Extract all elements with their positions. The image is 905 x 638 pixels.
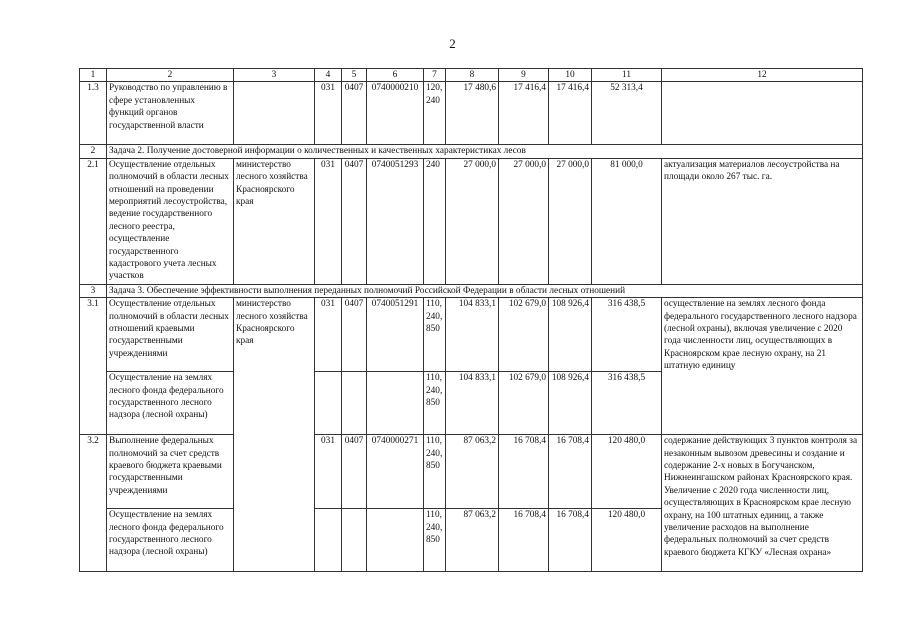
header-cell: 11: [592, 69, 662, 82]
header-cell: 12: [662, 69, 863, 82]
header-cell: 8: [446, 69, 499, 82]
header-cell: 3: [234, 69, 315, 82]
section-code: 0407: [342, 158, 367, 284]
row-number: 3.2: [80, 435, 107, 572]
expense-type: 110, 240, 850: [424, 372, 446, 435]
expected-result: осуществление на землях лесного фонда федерального государственного лесного надзора (лесной охраны), включая увеличение с 2020 года численности лиц, осуществляющих в Красноярском крае лесную охрану, на 21 штатную единицу: [662, 298, 863, 435]
activity-name: Осуществление на землях лесного фонда федерального государственного лесного надзора (лесной охраны): [107, 509, 234, 572]
expense-type: 120, 240: [424, 82, 446, 145]
task-row: [80, 284, 863, 297]
executor: [234, 82, 315, 145]
amount-year-1: 104 833,1: [446, 372, 499, 435]
task-title: Задача 2. Получение достоверной информации о количественных и качественных характеристиках лесов: [107, 145, 863, 158]
activity-name: Осуществление на землях лесного фонда федерального государственного лесного надзора (лесной охраны): [107, 372, 234, 435]
expected-result: [662, 82, 863, 145]
section-code: [342, 509, 367, 572]
header-cell: 1: [80, 69, 107, 82]
target-code: [367, 509, 424, 572]
amount-year-1: 87 063,2: [446, 509, 499, 572]
header-cell: 5: [342, 69, 367, 82]
row-number: 3.1: [80, 298, 107, 435]
amount-total: 52 313,4: [592, 82, 662, 145]
header-cell: 10: [549, 69, 592, 82]
row-number: 1.3: [80, 82, 107, 145]
amount-year-3: 108 926,4: [549, 298, 592, 372]
amount-year-3: 108 926,4: [549, 372, 592, 435]
activity-name: Осуществление отдельных полномочий в области лесных отношений на проведении мероприятий лесоустройства, ведение государственного лесного реестра, осуществление государственного кадастрового учета лесных участков: [107, 158, 234, 284]
amount-year-2: 27 000,0: [499, 158, 549, 284]
activity-name: Выполнение федеральных полномочий за счет средств краевого бюджета краевыми государственными учреждениями: [107, 435, 234, 509]
executor: министерство лесного хозяйства Красноярского края: [234, 158, 315, 284]
amount-total: 81 000,0: [592, 158, 662, 284]
amount-year-2: 16 708,4: [499, 435, 549, 509]
header-cell: 4: [315, 69, 342, 82]
amount-year-2: 102 679,0: [499, 298, 549, 372]
amount-year-1: 27 000,0: [446, 158, 499, 284]
header-cell: 2: [107, 69, 234, 82]
table-row: [80, 82, 863, 145]
expense-type: 110, 240, 850: [424, 435, 446, 509]
grbs-code: 031: [315, 435, 342, 509]
page-number: 2: [449, 36, 456, 51]
target-code: 0740051293: [367, 158, 424, 284]
row-number: 2.1: [80, 158, 107, 284]
table-row: [80, 298, 863, 372]
amount-year-3: 27 000,0: [549, 158, 592, 284]
amount-total: 316 438,5: [592, 298, 662, 372]
task-number: 2: [80, 145, 107, 158]
target-code: 0740000271: [367, 435, 424, 509]
expected-result: актуализация материалов лесоустройства на площади около 267 тыс. га.: [662, 158, 863, 284]
section-code: 0407: [342, 298, 367, 372]
target-code: 0740000210: [367, 82, 424, 145]
task-row: [80, 145, 863, 158]
task-number: 3: [80, 284, 107, 297]
amount-total: 120 480,0: [592, 435, 662, 509]
amount-year-3: 17 416,4: [549, 82, 592, 145]
grbs-code: [315, 372, 342, 435]
header-cell: 9: [499, 69, 549, 82]
activity-name: Осуществление отдельных полномочий в области лесных отношений краевыми государственными учреждениями: [107, 298, 234, 372]
grbs-code: 031: [315, 158, 342, 284]
expense-type: 110, 240, 850: [424, 298, 446, 372]
amount-year-2: 102 679,0: [499, 372, 549, 435]
amount-total: 120 480,0: [592, 509, 662, 572]
section-code: 0407: [342, 82, 367, 145]
table-row: [80, 158, 863, 284]
grbs-code: [315, 509, 342, 572]
grbs-code: 031: [315, 82, 342, 145]
amount-year-1: 17 480,6: [446, 82, 499, 145]
target-code: 0740051291: [367, 298, 424, 372]
target-code: [367, 372, 424, 435]
section-code: 0407: [342, 435, 367, 509]
section-code: [342, 372, 367, 435]
task-title: Задача 3. Обеспечение эффективности выполнения переданных полномочий Российской Федерации в области лесных отношений: [107, 284, 863, 297]
amount-total: 316 438,5: [592, 372, 662, 435]
executor: министерство лесного хозяйства Красноярского края: [234, 298, 315, 572]
amount-year-1: 87 063,2: [446, 435, 499, 509]
expected-result: содержание действующих 3 пунктов контроля за незаконным вывозом древесины и создание и содержание 2-х новых в Богучанском, Нижнеингашском районах Красноярского края. Увеличение с 2020 года численности лиц, осуществляющих в Красноярском крае лесную охрану, на 100 штатных единиц, а также увеличение расходов на выполнение федеральных полномочий за счет средств краевого бюджета КГКУ «Лесная охрана»: [662, 435, 863, 572]
program-activities-table: [79, 68, 863, 572]
amount-year-3: 16 708,4: [549, 509, 592, 572]
header-cell: 6: [367, 69, 424, 82]
grbs-code: 031: [315, 298, 342, 372]
amount-year-1: 104 833,1: [446, 298, 499, 372]
expense-type: 240: [424, 158, 446, 284]
table-row: [80, 435, 863, 509]
amount-year-2: 17 416,4: [499, 82, 549, 145]
amount-year-2: 16 708,4: [499, 509, 549, 572]
expense-type: 110, 240, 850: [424, 509, 446, 572]
activity-name: Руководство по управлению в сфере установленных функций органов государственной власти: [107, 82, 234, 145]
header-row: [80, 69, 863, 82]
header-cell: 7: [424, 69, 446, 82]
amount-year-3: 16 708,4: [549, 435, 592, 509]
